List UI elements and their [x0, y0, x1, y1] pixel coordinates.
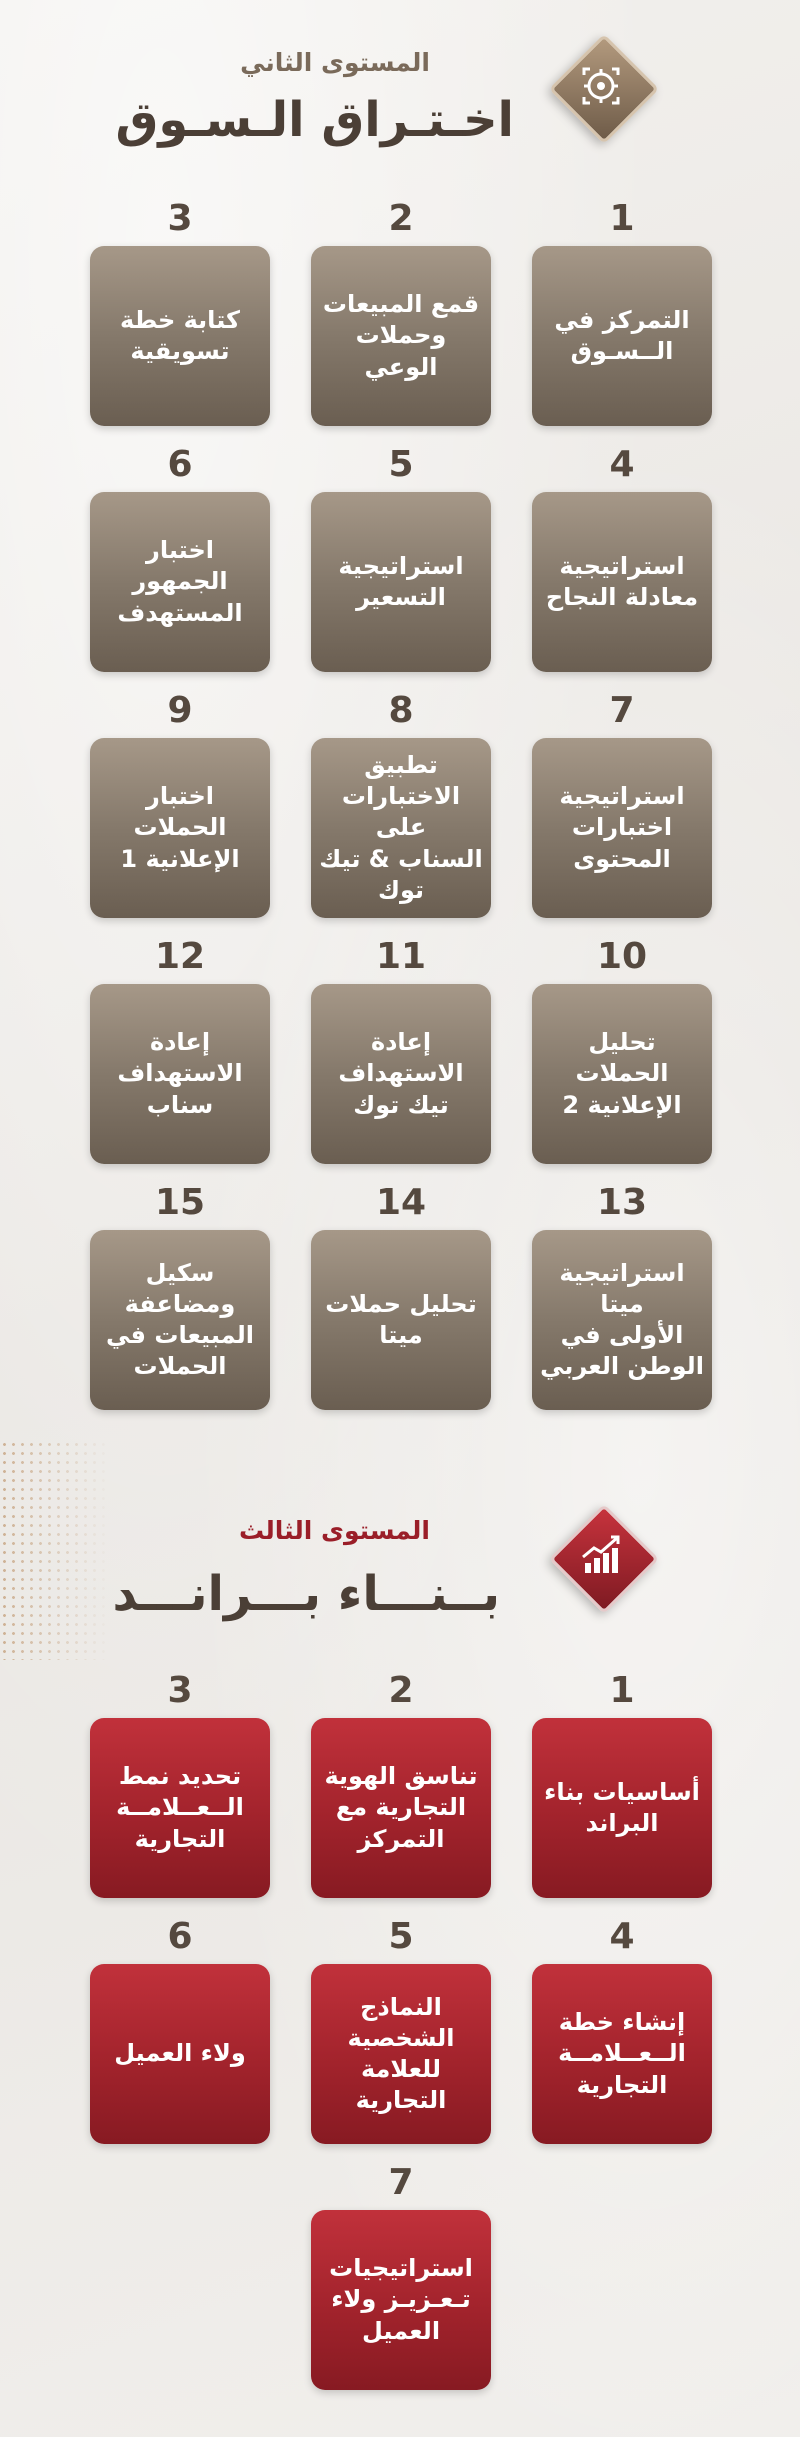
lesson-title: تحليل حملات ميتا	[325, 1289, 477, 1349]
level3-title: بــنـــاء بـــرانـــد	[112, 1566, 500, 1622]
lesson-title: تناسق الهوية التجارية مع التمركز	[324, 1762, 478, 1853]
lesson-number: 11	[375, 936, 427, 977]
lesson-title: أساسيات بناء البراند	[544, 1777, 700, 1837]
lesson-number: 9	[167, 690, 193, 731]
lesson-title: استراتيجية التسعير	[338, 551, 464, 611]
lesson-card	[90, 738, 270, 918]
lesson-card	[90, 492, 270, 672]
lesson-title: كتابة خطة تسويقية	[120, 305, 240, 365]
lesson-title: اختبار الحملات الإعلانية 1	[120, 782, 240, 873]
lesson-card	[311, 492, 491, 672]
lesson-card	[311, 1718, 491, 1898]
level2-subtitle: المستوى الثاني	[240, 48, 430, 77]
lesson-title: التمركز في الــسـوق	[554, 305, 690, 365]
lesson-card	[532, 1230, 712, 1410]
lesson-title: تحليل الحملات الإعلانية 2	[562, 1028, 682, 1119]
lesson-card	[532, 1964, 712, 2144]
lesson-number: 1	[609, 198, 635, 239]
lesson-card	[90, 1230, 270, 1410]
lesson-number: 15	[154, 1182, 206, 1223]
lesson-title: ولاء العميل	[114, 2039, 246, 2068]
lesson-title: استراتيجية معادلة النجاح	[545, 551, 699, 611]
lesson-card	[311, 1964, 491, 2144]
decorative-dot-pattern	[0, 1440, 110, 1660]
level3-subtitle: المستوى الثالث	[238, 1516, 430, 1545]
lesson-number: 3	[167, 1670, 193, 1711]
lesson-number: 6	[167, 444, 193, 485]
level2-title: اخـتـراق الـسـوق	[115, 92, 514, 148]
lesson-title: النماذج الشخصية للعلامة التجارية	[347, 1992, 455, 2115]
lesson-card	[532, 1718, 712, 1898]
lesson-title: إنشاء خطة الــعــلامــة التجارية	[558, 2008, 686, 2099]
lesson-number: 8	[388, 690, 414, 731]
lesson-card	[311, 738, 491, 918]
growth-chart-icon	[574, 1529, 628, 1583]
lesson-number: 6	[167, 1916, 193, 1957]
lesson-number: 5	[388, 444, 414, 485]
lesson-card	[532, 984, 712, 1164]
lesson-card	[311, 2210, 491, 2390]
lesson-title: استراتيجية ميتا الأولى في الوطن العربي	[540, 1258, 704, 1381]
lesson-card	[532, 492, 712, 672]
lesson-title: استراتيجية اختبارات المحتوى	[559, 782, 685, 873]
lesson-title: تحديد نمط الــعــلامــة التجارية	[116, 1762, 244, 1853]
lesson-number: 2	[388, 198, 414, 239]
lesson-number: 14	[375, 1182, 427, 1223]
lesson-card	[90, 246, 270, 426]
lesson-title: قمع المبيعات وحملات الوعي	[322, 290, 480, 381]
lesson-card	[90, 984, 270, 1164]
lesson-card	[532, 246, 712, 426]
lesson-number: 4	[609, 1916, 635, 1957]
lesson-number: 5	[388, 1916, 414, 1957]
lesson-title: إعادة الاستهداف تيك توك	[338, 1028, 464, 1119]
lesson-number: 10	[596, 936, 648, 977]
lesson-number: 7	[388, 2162, 414, 2203]
lesson-card	[90, 1964, 270, 2144]
lesson-title: اختبار الجمهور المستهدف	[117, 536, 243, 627]
lesson-number: 2	[388, 1670, 414, 1711]
lesson-title: سكيل ومضاعفة المبيعات في الحملات	[106, 1258, 254, 1381]
lesson-number: 12	[154, 936, 206, 977]
lesson-title: تطبيق الاختبارات على السناب & تيك توك	[319, 751, 483, 904]
lesson-card	[311, 246, 491, 426]
lesson-number: 1	[609, 1670, 635, 1711]
target-crosshair-icon	[574, 59, 628, 113]
lesson-card	[90, 1718, 270, 1898]
lesson-card	[311, 1230, 491, 1410]
lesson-title: إعادة الاستهداف سناب	[117, 1028, 243, 1119]
lesson-card	[532, 738, 712, 918]
lesson-title: استراتيجيات تـعـزيـز ولاء العميل	[329, 2254, 473, 2345]
lesson-number: 13	[596, 1182, 648, 1223]
lesson-number: 3	[167, 198, 193, 239]
lesson-number: 4	[609, 444, 635, 485]
lesson-card	[311, 984, 491, 1164]
lesson-number: 7	[609, 690, 635, 731]
